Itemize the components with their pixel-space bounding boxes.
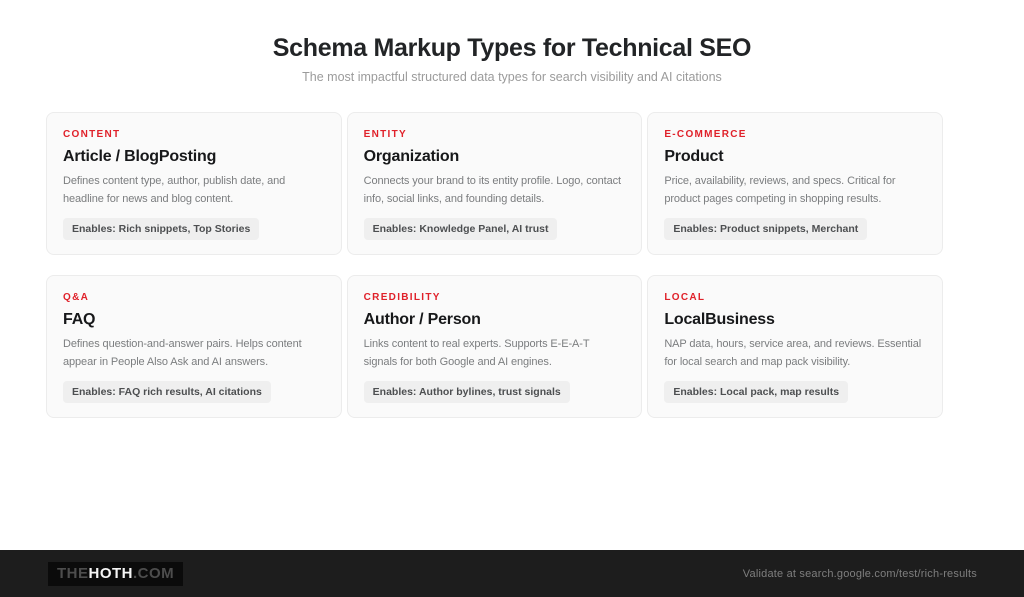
thehoth-logo xyxy=(48,562,183,586)
card-title: LocalBusiness xyxy=(664,311,775,329)
enables-badge: Enables: Knowledge Panel, AI trust xyxy=(364,218,558,240)
enables-badge: Enables: Rich snippets, Top Stories xyxy=(63,218,259,240)
card-description: Defines question-and-answer pairs. Helps content appear in People Also Ask and AI answers. xyxy=(63,338,302,368)
enables-badge: Enables: Author bylines, trust signals xyxy=(364,381,570,403)
card-description: Price, availability, reviews, and specs. Critical for product pages competing in shopping results. xyxy=(664,175,896,205)
logo-suffix: .COM xyxy=(133,564,175,582)
card-title: Organization xyxy=(363,148,460,165)
card-entity xyxy=(347,112,643,255)
footer-bar xyxy=(0,550,1024,597)
card-description: NAP data, hours, service area, and reviews. Essential for local search and map pack visibility. xyxy=(664,338,922,368)
card-title: Article / BlogPosting xyxy=(63,148,217,165)
validate-note: Validate at search.google.com/test/rich-results xyxy=(742,567,977,580)
card-title: Author / Person xyxy=(363,311,481,329)
card-description: Defines content type, author, publish date, and headline for news and blog content. xyxy=(63,175,286,205)
card-title: FAQ xyxy=(63,311,96,329)
card-content xyxy=(46,112,342,255)
enables-badge: Enables: Local pack, map results xyxy=(664,381,848,403)
enables-badge: Enables: Product snippets, Merchant xyxy=(664,218,867,240)
card-qa xyxy=(46,275,342,418)
card-category-label: E-COMMERCE xyxy=(664,129,747,140)
logo-prefix: THE xyxy=(57,564,89,582)
card-local xyxy=(647,275,943,418)
schema-card-grid xyxy=(46,112,943,418)
card-description: Links content to real experts. Supports E-E-A-T signals for both Google and AI engines. xyxy=(363,338,590,368)
card-category-label: CONTENT xyxy=(63,129,121,140)
page-header xyxy=(0,0,1024,84)
card-category-label: LOCAL xyxy=(664,292,706,304)
card-credibility xyxy=(347,275,643,418)
logo-main: HOTH xyxy=(88,564,133,582)
card-category-label: CREDIBILITY xyxy=(363,292,441,304)
card-description: Connects your brand to its entity profile. Logo, contact info, social links, and founding details. xyxy=(363,175,621,205)
page-subtitle: The most impactful structured data types for search visibility and AI citations xyxy=(302,70,722,84)
card-category-label: ENTITY xyxy=(363,129,408,140)
card-title: Product xyxy=(664,148,724,165)
card-ecommerce xyxy=(647,112,943,255)
enables-badge: Enables: FAQ rich results, AI citations xyxy=(63,381,271,403)
card-category-label: Q&A xyxy=(63,292,90,304)
page-title: Schema Markup Types for Technical SEO xyxy=(272,34,752,62)
